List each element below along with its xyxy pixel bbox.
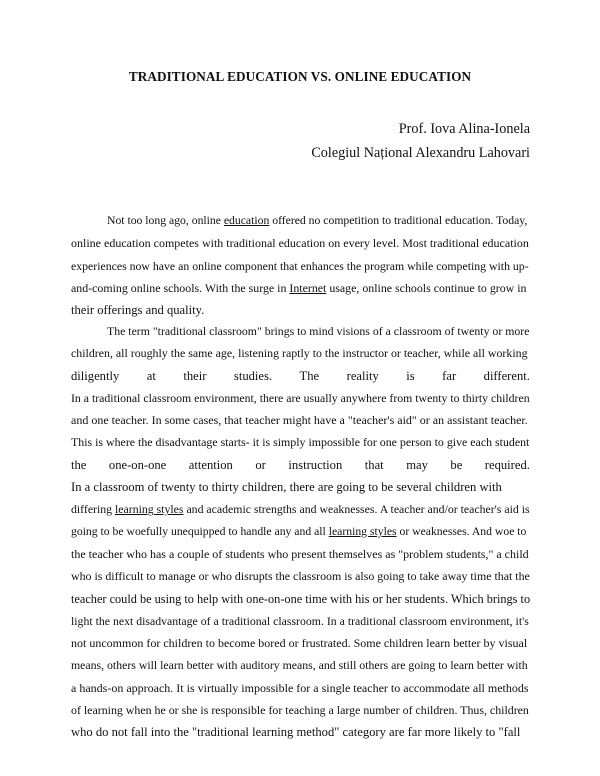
text-run: offered no competition to traditional education. Today, (269, 214, 528, 227)
author-institution: Colegiul Național Alexandru Lahovari (311, 145, 530, 161)
paragraph-line: means, others will learn better with auditory means, and still others are going to learn better with (71, 658, 528, 673)
paragraph-line: not uncommon for children to become bored or frustrated. Some children learn better by visual (71, 636, 528, 651)
paragraph-line: who do not fall into the "traditional learning method" category are far more likely to "fall (71, 725, 521, 740)
paragraph-line: and one teacher. In some cases, that teacher might have a "teacher's aid" or an assistant teacher. (71, 413, 528, 428)
word: at (146, 368, 156, 383)
word: is (406, 368, 415, 383)
text-run: going to be woefully unequipped to handle any and all (71, 524, 329, 538)
text-run: differing (71, 502, 116, 517)
word: The (299, 368, 320, 383)
paragraph-line: light the next disadvantage of a traditional classroom. In a traditional classroom environment, it's (71, 613, 529, 628)
text-run: usage, online schools continue to grow in (326, 280, 527, 295)
paragraph-line: the teacher who has a couple of students who present themselves as "problem students," a child (71, 546, 529, 561)
word: attention (188, 457, 233, 472)
paragraph-line: This is where the disadvantage starts- it is simply impossible for one person to give each student (71, 435, 530, 450)
word: that (364, 457, 384, 472)
word: studies. (233, 368, 273, 383)
document-title: TRADITIONAL EDUCATION VS. ONLINE EDUCATION (128, 69, 472, 84)
word: the (71, 457, 87, 472)
word: required. (484, 457, 530, 472)
paragraph-line: The term "traditional classroom" brings to mind visions of a classroom of twenty or more (107, 324, 530, 338)
word: their (183, 368, 207, 383)
learning-styles-link[interactable]: learning styles (328, 524, 397, 538)
paragraph-line: of learning when he or she is responsible for teaching a large number of children. Thus, children (71, 703, 529, 718)
paragraph-line: who is difficult to manage or who disrupts the classroom is also going to take away time that the (71, 569, 530, 584)
word: different. (483, 368, 530, 383)
text-run: or weaknesses. And woe to (396, 524, 527, 538)
word: one-on-one (108, 457, 167, 472)
internet-link[interactable]: Internet (289, 280, 327, 295)
justified-line (71, 454, 530, 476)
word: or (255, 457, 266, 472)
paragraph-line: children, all roughly the same age, listening raptly to the instructor or teacher, while all working (71, 346, 528, 361)
paragraph-line: online education competes with traditional education on every level. Most traditional education (71, 236, 529, 251)
learning-styles-link[interactable]: learning styles (115, 502, 184, 517)
paragraph-line (71, 277, 530, 299)
paragraph-line: In a classroom of twenty to thirty children, there are going to be several children with (71, 480, 502, 495)
word: instruction (288, 457, 343, 472)
word: may (406, 457, 428, 472)
word: diligently (71, 368, 120, 383)
paragraph-line: their offerings and quality. (71, 303, 205, 318)
education-link[interactable]: education (223, 214, 270, 227)
paragraph-2 (71, 320, 530, 744)
word: reality (346, 368, 379, 383)
paragraph-line: experiences now have an online component that enhances the program while competing with up- (71, 258, 529, 273)
paragraph-line: a hands-on approach. It is virtually impossible for a single teacher to accommodate all methods (71, 680, 529, 695)
text-run: and-coming online schools. With the surge in (71, 280, 290, 295)
paragraph-1 (71, 210, 530, 321)
text-run: and academic strengths and weaknesses. A teacher and/or teacher's aid is (183, 502, 530, 517)
paragraph-line (71, 210, 530, 232)
word: be (450, 457, 463, 472)
paragraph-line: teacher could be using to help with one-on-one time with his or her students. Which brings to (71, 591, 531, 606)
author-name: Prof. Iova Alina-Ionela (398, 121, 530, 137)
paragraph-line (71, 498, 530, 520)
word: far (442, 368, 457, 383)
justified-line (71, 365, 530, 387)
text-run: Not too long ago, online (107, 214, 224, 227)
paragraph-line (71, 521, 530, 543)
paragraph-line: In a traditional classroom environment, there are usually anywhere from twenty to thirty children (71, 390, 530, 405)
